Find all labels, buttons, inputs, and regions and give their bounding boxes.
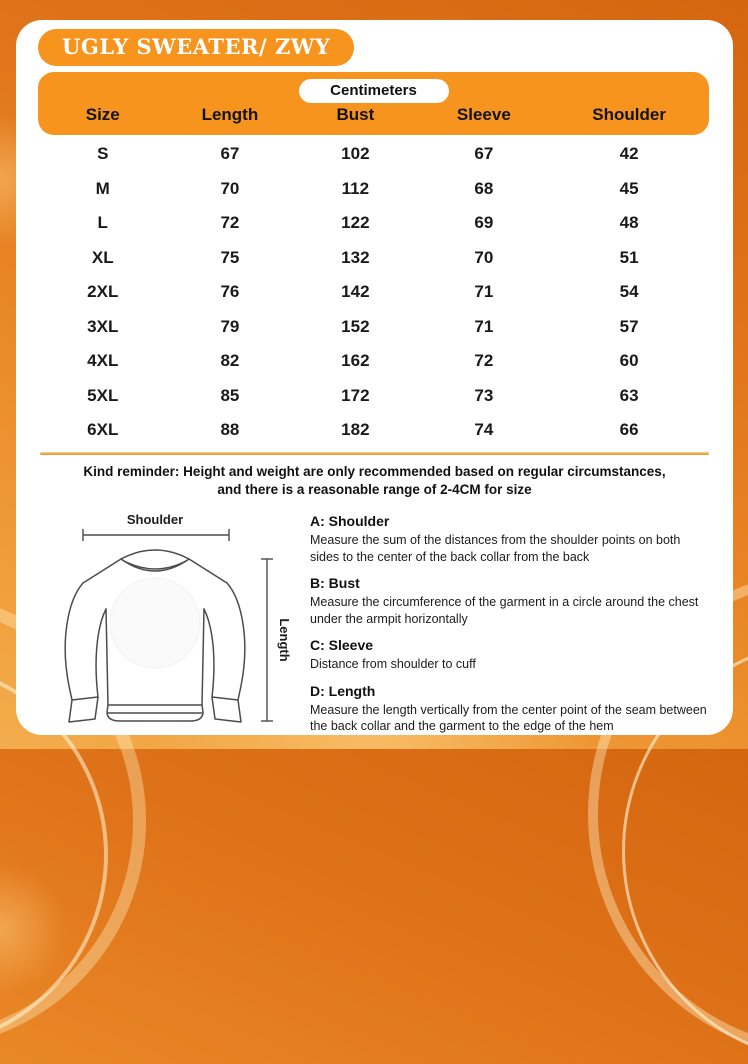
size-cell: L [97,213,108,232]
table-row [38,379,709,414]
unit-badge: Centimeters [299,79,449,103]
bust-cell: 182 [341,420,370,439]
measurement-instructions [310,511,709,745]
sleeve-cell: 69 [474,213,494,232]
bust-cell: 172 [341,385,370,405]
sleeve-cell: 67 [474,144,494,163]
reminder-line-2: and there is a reasonable range of 2-4CM for size [217,481,532,497]
product-title-badge: UGLY SWEATER/ ZWY [38,29,354,66]
sleeve-cell: 70 [474,247,494,267]
sleeve-cell: 71 [474,282,494,301]
length-cell: 79 [220,316,240,336]
shoulder-cell: 63 [619,385,639,405]
table-row [38,310,709,345]
bust-cell: 122 [341,213,370,232]
sleeve-cell: 72 [474,351,494,370]
sweater-outline-drawing [42,511,294,726]
column-header-row [38,105,709,125]
length-measure-line [261,559,273,721]
bust-cell: 102 [341,144,370,163]
instruction-bust [310,575,709,627]
length-cell: 72 [220,213,240,232]
table-row [38,344,709,379]
instruction-heading: D: Length [310,682,376,699]
column-header-bust: Bust [336,105,375,124]
shoulder-cell: 60 [619,351,639,370]
sweater-diagram [42,511,294,745]
section-divider [40,452,709,455]
column-header-length: Length [201,105,259,124]
bust-cell: 142 [341,282,370,301]
size-table [38,72,709,448]
instruction-body: Distance from shoulder to cuff [310,657,476,672]
shoulder-cell: 42 [619,144,639,163]
instruction-length [310,683,709,735]
length-dimension-label: Length [277,618,292,662]
table-body [38,135,709,448]
instruction-heading: C: Sleeve [310,636,374,653]
column-header-shoulder: Shoulder [592,105,666,124]
size-cell: M [95,178,110,198]
sleeve-cell: 71 [474,316,494,336]
table-row [38,241,709,276]
shoulder-cell: 54 [619,282,639,301]
size-chart-card [16,20,733,735]
table-row [38,137,709,172]
reminder-line-1: Kind reminder: Height and weight are only recommended based on regular circumstances, [83,463,666,479]
length-cell: 76 [220,282,240,301]
length-cell: 70 [220,178,240,198]
size-cell: 5XL [87,385,119,405]
sleeve-cell: 74 [474,420,494,439]
bust-cell: 162 [341,351,370,370]
size-cell: XL [91,247,114,267]
bust-cell: 132 [341,247,370,267]
length-cell: 67 [220,144,240,163]
shoulder-cell: 57 [619,316,639,336]
size-cell: 4XL [87,351,119,370]
length-cell: 88 [220,420,240,439]
table-row [38,413,709,448]
instruction-shoulder [310,513,709,565]
bust-cell: 152 [341,316,370,336]
length-cell: 75 [220,247,240,267]
shoulder-cell: 45 [619,178,639,198]
shoulder-cell: 66 [619,420,639,439]
instruction-heading: B: Bust [310,574,360,591]
table-header [38,72,709,135]
shoulder-cell: 48 [619,213,639,232]
length-cell: 85 [220,385,240,405]
kind-reminder-text [16,463,733,499]
shoulder-measure-line [83,529,229,541]
size-cell: 6XL [87,420,119,439]
table-row [38,275,709,310]
column-header-sleeve: Sleeve [456,105,511,124]
instruction-body: Measure the length vertically from the center point of the seam between the back collar and the garment to the edge of the hem [310,703,707,734]
length-cell: 82 [220,351,240,370]
bust-cell: 112 [341,178,370,198]
chest-watermark-circle [110,578,200,668]
size-cell: 3XL [87,316,119,336]
size-cell: S [97,144,109,163]
table-row [38,206,709,241]
sleeve-cell: 68 [474,178,494,198]
instruction-heading: A: Shoulder [310,512,390,529]
instruction-sleeve [310,637,709,673]
shoulder-dimension-label: Shoulder [126,511,184,527]
size-cell: 2XL [87,282,119,301]
instruction-body: Measure the circumference of the garment in a circle around the chest under the armpit horizontally [310,595,699,626]
measurement-guide-section [42,511,709,745]
table-row [38,172,709,207]
shoulder-cell: 51 [619,247,639,267]
sleeve-cell: 73 [474,385,494,405]
instruction-body: Measure the sum of the distances from the shoulder points on both sides to the center of the back collar from the back [310,533,681,564]
column-header-size: Size [85,105,120,124]
